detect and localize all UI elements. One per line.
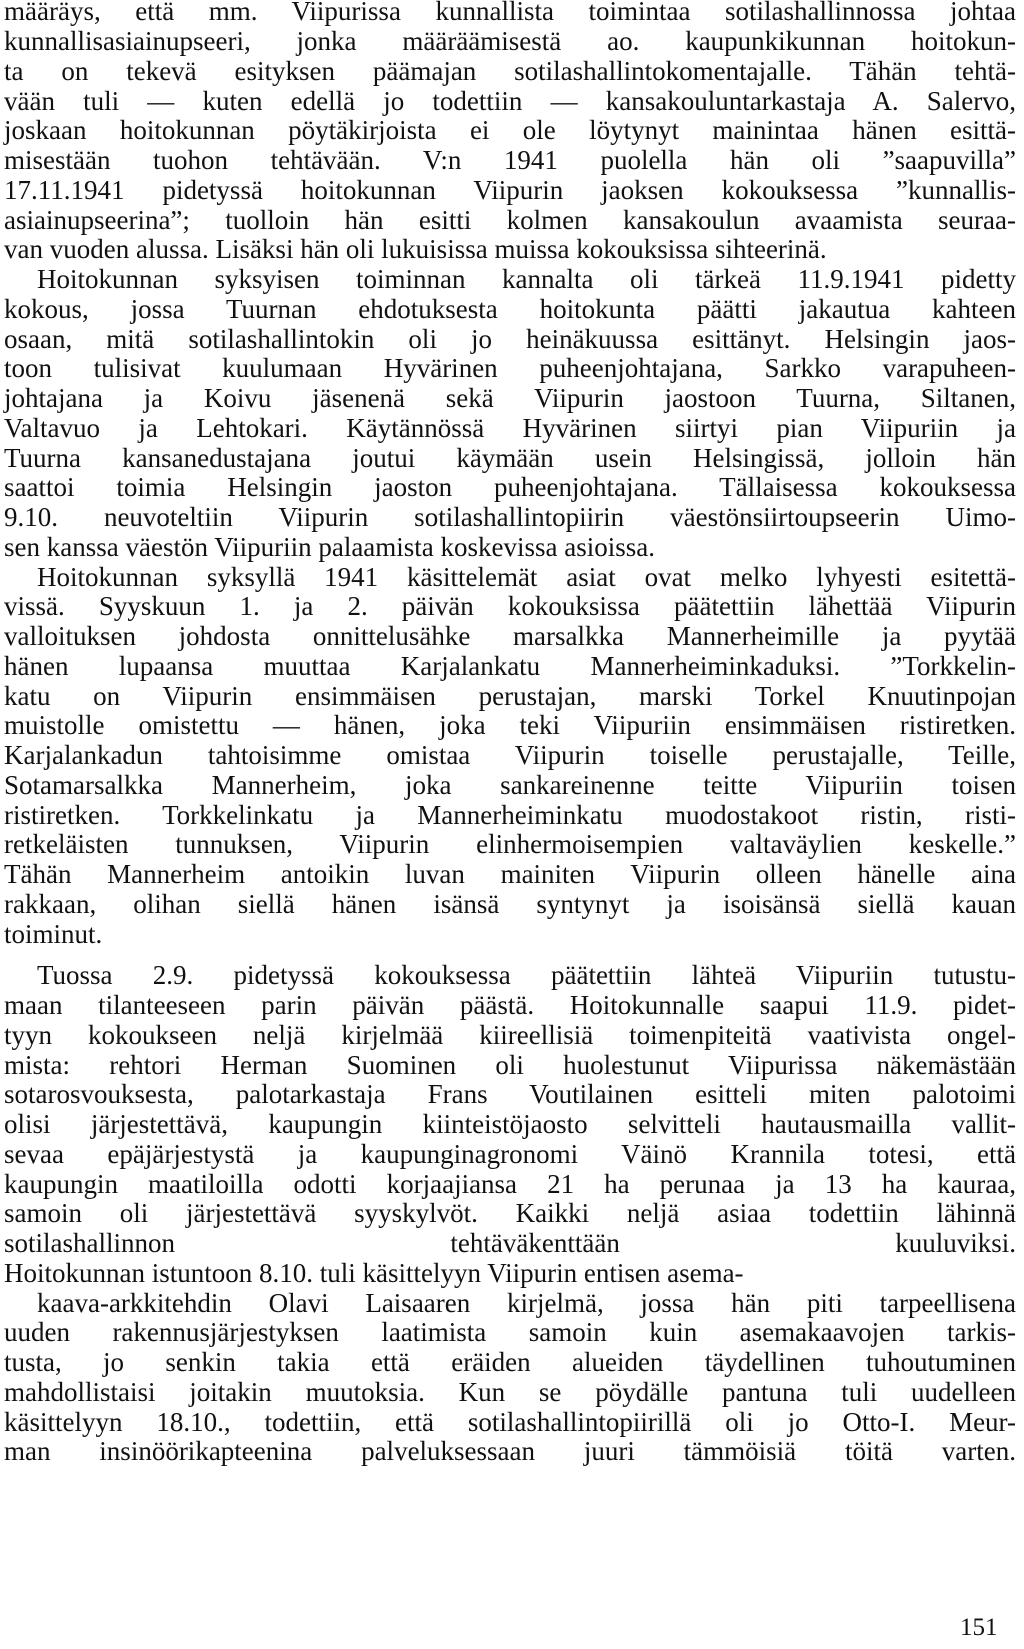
- paragraph-first-line: Tuossa 2.9. pidetyssä kokouksessa päätettiin lähteä Viipuriin tutustu-: [37, 960, 1016, 990]
- text-line: kaupungin maatiloilla odotti korjaajiansa 21 ha perunaa ja 13 ha kauraa,: [4, 1169, 1016, 1199]
- text-line: toiminut.: [4, 919, 103, 949]
- text-line: määräys, että mm. Viipurissa kunnallista toimintaa sotilashallinnossa johtaa: [4, 0, 1016, 26]
- page-number: 151: [960, 1614, 998, 1641]
- text-line: hänen lupaansa muuttaa Karjalankatu Mannerheiminkaduksi. ”Torkkelin-: [4, 651, 1016, 681]
- text-line: tyyn kokoukseen neljä kirjelmää kiireellisiä toimenpiteitä vaativista ongel-: [4, 1020, 1016, 1050]
- text-line: kokous, jossa Tuurnan ehdotuksesta hoitokunta päätti jakautua kahteen: [4, 294, 1016, 324]
- text-line: rakkaan, olihan siellä hänen isänsä syntynyt ja isoisänsä siellä kauan: [4, 889, 1016, 919]
- paragraph-first-line: Hoitokunnan syksyisen toiminnan kannalta oli tärkeä 11.9.1941 pidetty: [37, 264, 1016, 294]
- text-line: Tähän Mannerheim antoikin luvan mainiten Viipurin olleen hänelle aina: [4, 859, 1016, 889]
- text-line: Hoitokunnan istuntoon 8.10. tuli käsittelyyn Viipurin entisen asema-: [4, 1258, 744, 1288]
- text-line: 9.10. neuvoteltiin Viipurin sotilashallintopiirin väestönsiirtoupseerin Uimo-: [4, 502, 1016, 532]
- text-line: sotilashallinnon tehtäväkenttään kuuluviksi.: [4, 1228, 1016, 1258]
- text-line: valloituksen johdosta onnittelusähke marsalkka Mannerheimille ja pyytää: [4, 621, 1016, 651]
- text-line: Sotamarsalkka Mannerheim, joka sankareinenne teitte Viipuriin toisen: [4, 770, 1016, 800]
- paragraph-first-line: kaava-arkkitehdin Olavi Laisaaren kirjelmä, jossa hän piti tarpeellisena: [37, 1288, 1016, 1318]
- text-line: vään tuli — kuten edellä jo todettiin — kansakouluntarkastaja A. Salervo,: [4, 86, 1016, 116]
- text-line: uuden rakennusjärjestyksen laatimista samoin kuin asemakaavojen tarkis-: [4, 1317, 1016, 1347]
- text-line: olisi järjestettävä, kaupungin kiinteistöjaosto selvitteli hautausmailla vallit-: [4, 1109, 1016, 1139]
- text-line: maan tilanteeseen parin päivän päästä. Hoitokunnalle saapui 11.9. pidet-: [4, 990, 1016, 1020]
- text-line: mista: rehtori Herman Suominen oli huolestunut Viipurissa näkemästään: [4, 1050, 1016, 1080]
- text-line: mahdollistaisi joitakin muutoksia. Kun se pöydälle pantuna tuli uudelleen: [4, 1377, 1016, 1407]
- text-line: 17.11.1941 pidetyssä hoitokunnan Viipurin jaoksen kokouksessa ”kunnallis-: [4, 175, 1016, 205]
- text-line: toon tulisivat kuulumaan Hyvärinen puheenjohtajana, Sarkko varapuheen-: [4, 353, 1016, 383]
- text-line: samoin oli järjestettävä syyskylvöt. Kaikki neljä asiaa todettiin lähinnä: [4, 1198, 1016, 1228]
- text-line: man insinöörikapteenina palveluksessaan juuri tämmöisiä töitä varten.: [4, 1436, 1016, 1466]
- text-line: johtajana ja Koivu jäsenenä sekä Viipurin jaostoon Tuurna, Siltanen,: [4, 383, 1016, 413]
- text-line: tusta, jo senkin takia että eräiden alueiden täydellinen tuhoutuminen: [4, 1347, 1016, 1377]
- text-line: sotarosvouksesta, palotarkastaja Frans Voutilainen esitteli miten palotoimi: [4, 1079, 1016, 1109]
- text-line: kunnallisasiainupseeri, jonka määräämisestä ao. kaupunkikunnan hoitokun-: [4, 26, 1016, 56]
- paragraph-first-line: Hoitokunnan syksyllä 1941 käsittelemät asiat ovat melko lyhyesti esitettä-: [37, 562, 1016, 592]
- text-line: joskaan hoitokunnan pöytäkirjoista ei ole löytynyt mainintaa hänen esittä-: [4, 115, 1016, 145]
- text-line: sevaa epäjärjestystä ja kaupunginagronomi Väinö Krannila totesi, että: [4, 1139, 1016, 1169]
- text-line: ristiretken. Torkkelinkatu ja Mannerheiminkatu muodostakoot ristin, risti-: [4, 800, 1016, 830]
- text-line: katu on Viipurin ensimmäisen perustajan, marski Torkel Knuutinpojan: [4, 681, 1016, 711]
- text-line: van vuoden alussa. Lisäksi hän oli lukuisissa muissa kokouksissa sihteerinä.: [4, 234, 827, 264]
- text-line: sen kanssa väestön Viipuriin palaamista koskevissa asioissa.: [4, 532, 656, 562]
- text-line: muistolle omistettu — hänen, joka teki Viipuriin ensimmäisen ristiretken.: [4, 710, 1016, 740]
- text-line: Tuurna kansanedustajana joutui käymään usein Helsingissä, jolloin hän: [4, 443, 1016, 473]
- text-line: asiainupseerina”; tuolloin hän esitti kolmen kansakoulun avaamista seuraa-: [4, 205, 1016, 235]
- text-line: saattoi toimia Helsingin jaoston puheenjohtajana. Tällaisessa kokouksessa: [4, 472, 1016, 502]
- text-line: osaan, mitä sotilashallintokin oli jo heinäkuussa esittänyt. Helsingin jaos-: [4, 324, 1016, 354]
- text-line: retkeläisten tunnuksen, Viipurin elinhermoisempien valtaväylien keskelle.”: [4, 829, 1016, 859]
- text-line: Valtavuo ja Lehtokari. Käytännössä Hyvärinen siirtyi pian Viipuriin ja: [4, 413, 1016, 443]
- text-line: ta on tekevä esityksen päämajan sotilashallintokomentajalle. Tähän tehtä-: [4, 56, 1016, 86]
- text-line: misestään tuohon tehtävään. V:n 1941 puolella hän oli ”saapuvilla”: [4, 145, 1016, 175]
- text-line: Karjalankadun tahtoisimme omistaa Viipurin toiselle perustajalle, Teille,: [4, 740, 1016, 770]
- text-line: käsittelyyn 18.10., todettiin, että sotilashallintopiirillä oli jo Otto-I. Meur-: [4, 1407, 1016, 1437]
- text-line: [4, 1467, 1016, 1497]
- text-line: vissä. Syyskuun 1. ja 2. päivän kokouksissa päätettiin lähettää Viipurin: [4, 591, 1016, 621]
